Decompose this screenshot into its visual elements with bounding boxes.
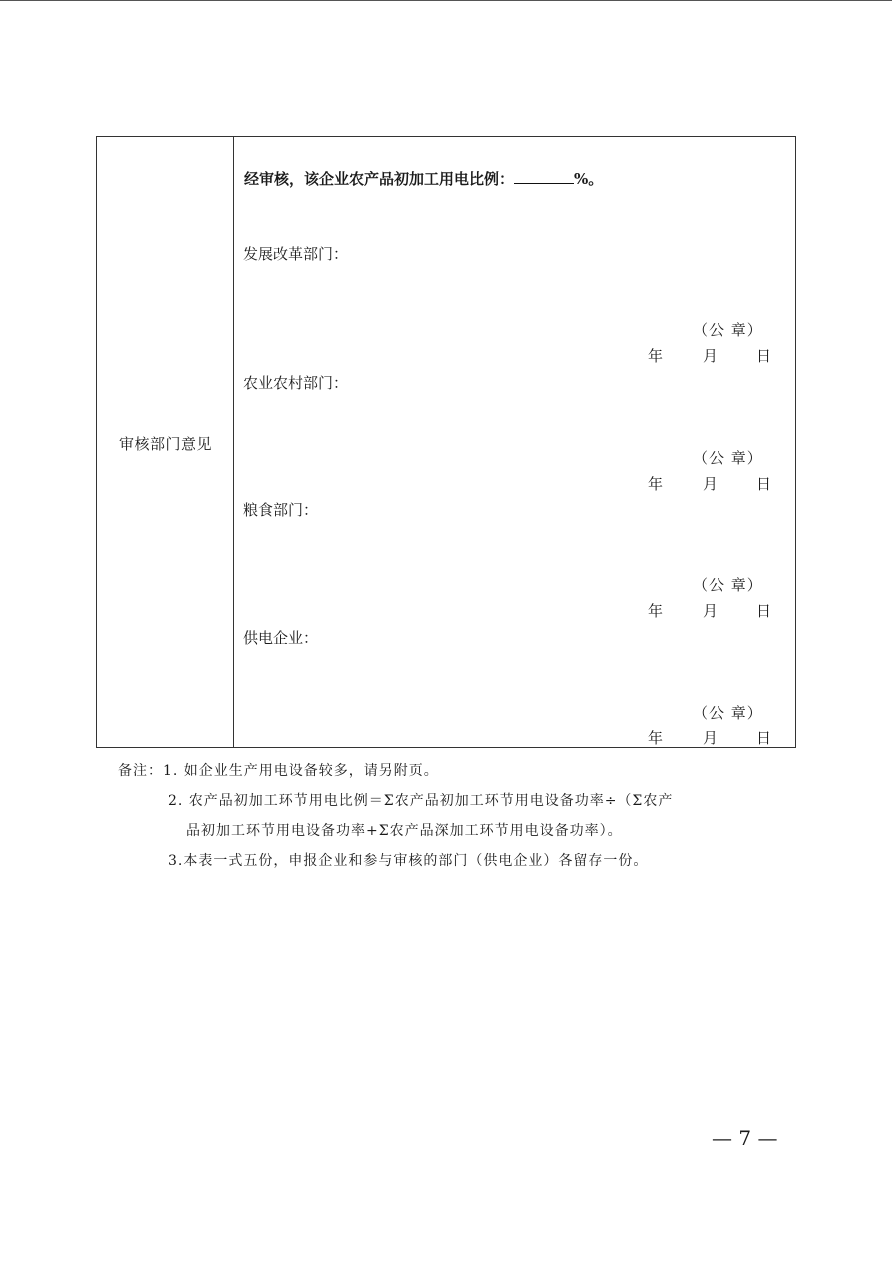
dept-label-power-supply: 供电企业： xyxy=(243,629,319,647)
note-line-1: 备注：1. 如企业生产用电设备较多，请另附页。 xyxy=(118,763,439,779)
conclusion-suffix: %。 xyxy=(574,170,604,188)
dept-label-development-reform: 发展改革部门： xyxy=(243,245,349,263)
date-month: 月 xyxy=(703,602,719,620)
review-dept-opinion-label: 审核部门意见 xyxy=(118,435,212,453)
date-year: 年 xyxy=(648,602,664,620)
note-line-2a: 2. 农产品初加工环节用电比例＝Σ农产品初加工环节用电设备功率÷（Σ农产 xyxy=(168,793,674,809)
date-month: 月 xyxy=(703,347,719,365)
date-year: 年 xyxy=(648,347,664,365)
note-line-2b: 品初加工环节用电设备功率+Σ农产品深加工环节用电设备功率）。 xyxy=(186,823,623,839)
date-year: 年 xyxy=(648,729,664,747)
top-rule xyxy=(0,0,892,1)
note-line-3: 3.本表一式五份，申报企业和参与审核的部门（供电企业）各留存一份。 xyxy=(168,853,649,869)
date-year: 年 xyxy=(648,475,664,493)
dept-label-agriculture-rural: 农业农村部门： xyxy=(243,374,349,392)
dept-label-grain: 粮食部门： xyxy=(243,501,319,519)
date-month: 月 xyxy=(703,475,719,493)
seal-text: （公 章） xyxy=(693,449,763,467)
seal-text: （公 章） xyxy=(693,576,763,594)
seal-text: （公 章） xyxy=(693,704,763,722)
date-month: 月 xyxy=(703,729,719,747)
seal-text: （公 章） xyxy=(693,321,763,339)
review-form-table xyxy=(96,136,796,748)
left-column xyxy=(97,137,234,747)
date-day: 日 xyxy=(756,602,772,620)
conclusion-prefix: 经审核，该企业农产品初加工用电比例： xyxy=(244,170,515,188)
page-number: — 7 — xyxy=(712,1126,778,1150)
date-day: 日 xyxy=(756,729,772,747)
date-day: 日 xyxy=(756,475,772,493)
conclusion-line xyxy=(244,168,603,189)
ratio-blank-field[interactable] xyxy=(514,170,574,184)
right-column xyxy=(234,137,795,747)
date-day: 日 xyxy=(756,347,772,365)
